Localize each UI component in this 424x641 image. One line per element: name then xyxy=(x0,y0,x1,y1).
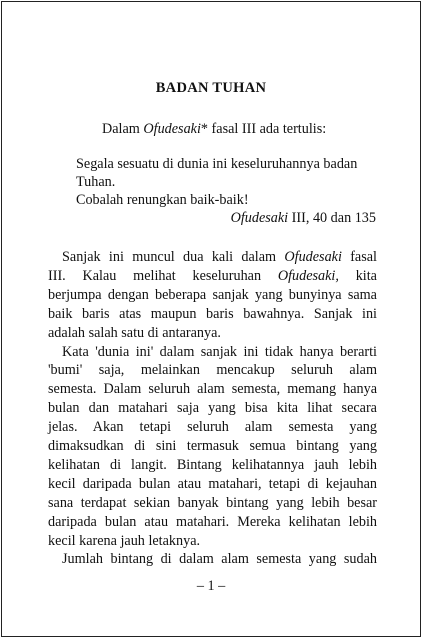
text-segment: Kata 'dunia ini' dalam sanjak ini tidak hanya berarti xyxy=(62,344,377,360)
page-title: BADAN TUHAN xyxy=(155,80,267,96)
text-segment: bulan dan matahari saja yang bisa kita lihat secara xyxy=(48,400,377,416)
text-segment: berjumpa dengan beberapa sanjak yang bunyinya sama xyxy=(48,287,377,303)
text-segment: daripada bulan atau matahari. Mereka kelihatan lebih xyxy=(48,514,377,530)
page-number: – 1 – xyxy=(196,578,226,594)
text-segment: Ofudesaki xyxy=(284,249,342,265)
body-line xyxy=(48,305,377,323)
body-line xyxy=(62,343,377,361)
text-segment: fasal xyxy=(341,249,377,265)
text-segment: baik baris atas maupun baris bawahnya. Sanjak ini xyxy=(48,306,377,322)
text-segment: 'bumi' saja, melainkan mencakup seluruh alam xyxy=(48,362,377,378)
body-line xyxy=(48,267,377,285)
body-line xyxy=(48,361,377,379)
text-segment: Ofudesaki, xyxy=(277,268,339,284)
text-segment: Segala sesuatu di dunia ini keseluruhannya badan xyxy=(76,156,358,172)
body-line xyxy=(62,248,377,266)
text-segment: Tuhan. xyxy=(76,174,116,190)
text-segment: III, 40 dan 135 xyxy=(288,210,376,226)
text-segment: kecil karena jauh letaknya. xyxy=(48,533,201,549)
intro-line xyxy=(102,120,326,138)
text-segment: jelas. Akan tetapi seluruh alam semesta yang xyxy=(48,419,377,435)
quote-line xyxy=(76,173,115,191)
text-segment: Cobalah renungkan baik-baik! xyxy=(76,192,249,208)
text-segment: Ofudesaki xyxy=(143,121,201,137)
body-line xyxy=(48,380,377,398)
text-segment: semesta. Dalam seluruh alam semesta, memang hanya xyxy=(48,381,377,397)
body-line xyxy=(48,324,221,342)
text-segment: adalah salah satu di antaranya. xyxy=(48,325,221,341)
text-segment: Sanjak ini muncul dua kali dalam xyxy=(62,249,285,265)
document-page xyxy=(1,1,421,637)
body-line xyxy=(48,494,377,512)
quote-line xyxy=(76,155,357,173)
body-line xyxy=(48,437,377,455)
citation-line xyxy=(76,209,376,227)
body-line xyxy=(48,418,377,436)
text-segment: sana terdapat sekian banyak bintang yang lebih besar xyxy=(48,495,377,511)
text-segment: Jumlah bintang di dalam alam semesta yang sudah xyxy=(62,551,377,567)
text-segment: kita xyxy=(338,268,377,284)
text-segment: kelihatan di langit. Bintang kelihatannya jauh lebih xyxy=(48,457,377,473)
body-line xyxy=(48,475,377,493)
text-segment: * fasal III ada tertulis: xyxy=(200,121,327,137)
text-segment: dimaksudkan di sini termasuk semua bintang yang xyxy=(48,438,377,454)
body-line xyxy=(48,532,200,550)
body-line xyxy=(48,456,377,474)
text-segment: III. Kalau melihat keseluruhan xyxy=(48,268,278,284)
body-line xyxy=(62,550,377,568)
text-segment: Ofudesaki xyxy=(230,210,289,226)
quote-line xyxy=(76,191,249,209)
text-segment: Dalam xyxy=(102,121,144,137)
body-line xyxy=(48,286,377,304)
text-segment: kecil daripada bulan atau matahari, tetapi di kejauhan xyxy=(48,476,377,492)
body-line xyxy=(48,513,377,531)
body-line xyxy=(48,399,377,417)
